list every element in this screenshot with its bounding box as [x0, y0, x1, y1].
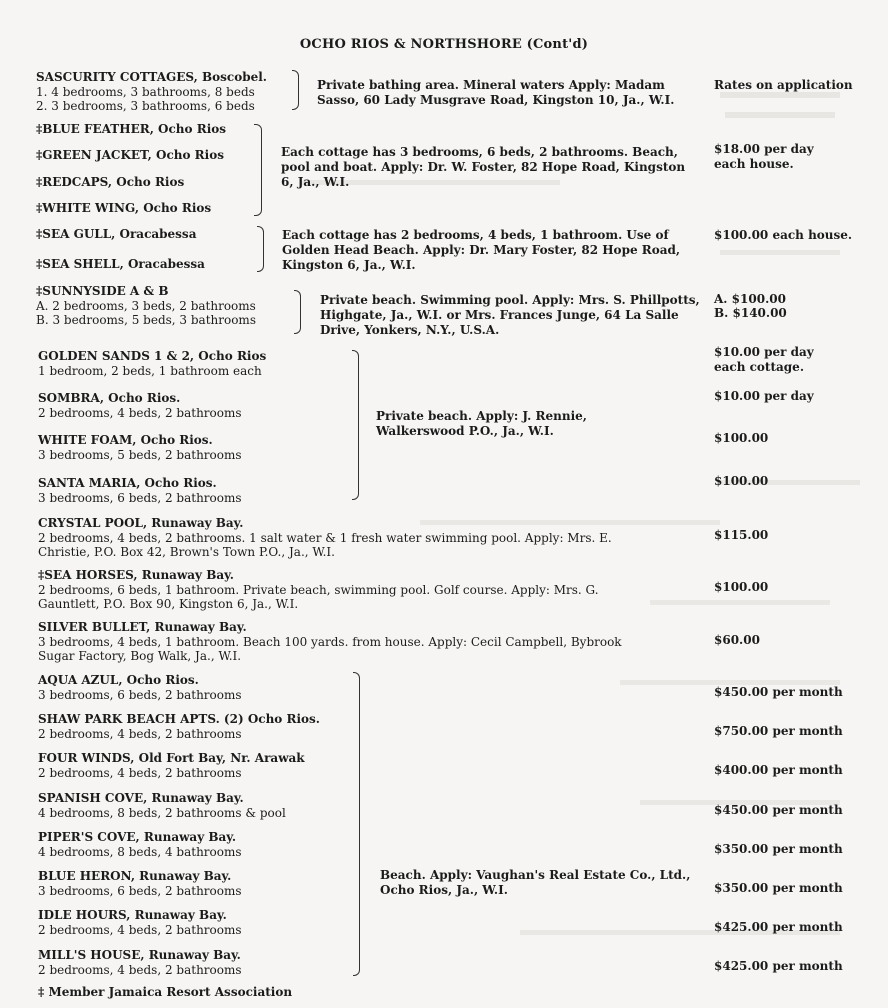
listing-detail: 2. 3 bedrooms, 3 bathrooms, 6 beds [36, 99, 255, 114]
listing-rate: B. $140.00 [714, 306, 787, 320]
listing-rate: $100.00 [714, 580, 769, 594]
listing-detail: 1 bedroom, 2 beds, 1 bathroom each [38, 363, 262, 378]
listing-sascurity [36, 70, 267, 114]
listing-golden-sands [38, 349, 266, 378]
listing-rate: Rates on application [714, 78, 853, 92]
group-bracket [292, 70, 299, 110]
listing-detail: 4 bedrooms, 8 beds, 2 bathrooms & pool [38, 805, 286, 820]
listing-detail: 3 bedrooms, 6 beds, 2 bathrooms [38, 490, 242, 505]
listing-silver-bullet [38, 620, 622, 664]
listing-detail: 3 bedrooms, 5 beds, 2 bathrooms [38, 447, 242, 462]
listing-sea-shell: ‡SEA SHELL, Oracabessa [36, 257, 205, 271]
listing-detail: 2 bedrooms, 4 beds, 2 bathrooms [38, 962, 242, 977]
group-bracket [257, 226, 264, 272]
listing-detail: 2 bedrooms, 4 beds, 2 bathrooms. 1 salt water & 1 fresh water swimming pool. Apply: Mrs. E. [38, 530, 612, 545]
listing-sombra [38, 391, 242, 420]
listing-rate: $18.00 per day [714, 142, 814, 156]
listing-mills-house [38, 948, 242, 977]
listing-rate: $60.00 [714, 633, 760, 647]
listing-name: ‡SEA HORSES, Runaway Bay. [38, 568, 234, 582]
listing-detail: 3 bedrooms, 6 beds, 2 bathrooms [38, 687, 242, 702]
listing-description: Beach. Apply: Vaughan's Real Estate Co., Ltd., Ocho Rios, Ja., W.I. [380, 868, 691, 897]
listing-rate: $450.00 per month [714, 685, 843, 699]
page-title: OCHO RIOS & NORTHSHORE (Cont'd) [299, 37, 589, 52]
listing-detail: A. 2 bedrooms, 3 beds, 2 bathrooms [36, 298, 256, 313]
listing-name: ‡SUNNYSIDE A & B [36, 284, 169, 298]
listing-sea-gull: ‡SEA GULL, Oracabessa [36, 227, 197, 241]
listing-description: Private beach. Swimming pool. Apply: Mrs. S. Phillpotts, Highgate, Ja., W.I. or Mrs. Frances Junge, 64 La Salle Drive, Yonkers, N.Y., U.S.A. [320, 293, 700, 337]
listing-name: SILVER BULLET, Runaway Bay. [38, 620, 247, 634]
listing-detail: 2 bedrooms, 4 beds, 2 bathrooms [38, 765, 242, 780]
listing-crystal-pool [38, 516, 612, 560]
listing-rate: $350.00 per month [714, 842, 843, 856]
listing-sea-horses [38, 568, 599, 612]
group-bracket [353, 672, 360, 976]
listing-rate: $115.00 [714, 528, 769, 542]
listing-rate: $450.00 per month [714, 803, 843, 817]
listing-rate: each cottage. [714, 360, 804, 374]
group-bracket [352, 350, 359, 500]
listing-name: FOUR WINDS, Old Fort Bay, Nr. Arawak [38, 751, 305, 765]
listing-white-wing: ‡WHITE WING, Ocho Rios [36, 201, 212, 215]
listing-name: SASCURITY COTTAGES, Boscobel. [36, 70, 267, 84]
listing-description: Private beach. Apply: J. Rennie, Walkerswood P.O., Ja., W.I. [376, 409, 587, 438]
listing-detail: Christie, P.O. Box 42, Brown's Town P.O., Ja., W.I. [38, 545, 335, 560]
listing-pipers-cove [38, 830, 242, 859]
listing-blue-heron [38, 869, 242, 898]
listing-name: CRYSTAL POOL, Runaway Bay. [38, 516, 244, 530]
listing-rate: $100.00 [714, 474, 769, 488]
group-bracket [254, 124, 262, 216]
listing-detail: 4 bedrooms, 8 beds, 4 bathrooms [38, 844, 242, 859]
listing-sunnyside [36, 284, 256, 328]
listing-rate: $100.00 [714, 431, 769, 445]
listing-rate: $400.00 per month [714, 763, 843, 777]
listing-rate: $750.00 per month [714, 724, 843, 738]
listing-spanish-cove [38, 791, 286, 820]
listing-rate: $10.00 per day [714, 345, 814, 359]
listing-shaw-park [38, 712, 320, 741]
listing-description: Each cottage has 3 bedrooms, 6 beds, 2 bathrooms. Beach, pool and boat. Apply: Dr. W. Foster, 82 Hope Road, Kingston 6, Ja., W.I. [281, 145, 686, 189]
listing-green-jacket: ‡GREEN JACKET, Ocho Rios [36, 148, 224, 162]
listing-detail: Sugar Factory, Bog Walk, Ja., W.I. [38, 649, 242, 664]
listing-name: PIPER'S COVE, Runaway Bay. [38, 830, 237, 844]
listing-blue-feather: ‡BLUE FEATHER, Ocho Rios [36, 122, 227, 136]
listing-rate: $10.00 per day [714, 389, 814, 403]
listing-name: SOMBRA, Ocho Rios. [38, 391, 181, 405]
listing-name: SHAW PARK BEACH APTS. (2) Ocho Rios. [38, 712, 320, 726]
listing-name: SPANISH COVE, Runaway Bay. [38, 791, 244, 805]
listing-white-foam [38, 433, 242, 462]
listing-aqua-azul [38, 673, 242, 702]
listing-detail: Gauntlett, P.O. Box 90, Kingston 6, Ja., W.I. [38, 597, 299, 612]
listing-detail: 3 bedrooms, 6 beds, 2 bathrooms [38, 883, 242, 898]
listing-rate: $100.00 each house. [714, 228, 853, 242]
listing-detail: 2 bedrooms, 4 beds, 2 bathrooms [38, 726, 242, 741]
listing-rate: $350.00 per month [714, 881, 843, 895]
listing-rate: $425.00 per month [714, 920, 843, 934]
listing-four-winds [38, 751, 305, 780]
listing-name: MILL'S HOUSE, Runaway Bay. [38, 948, 241, 962]
group-bracket [294, 290, 301, 334]
listing-detail: 1. 4 bedrooms, 3 bathrooms, 8 beds [36, 84, 255, 99]
listing-name: AQUA AZUL, Ocho Rios. [38, 673, 199, 687]
listing-redcaps: ‡REDCAPS, Ocho Rios [36, 175, 185, 189]
listing-idle-hours [38, 908, 242, 937]
listing-rate: A. $100.00 [714, 292, 786, 306]
listing-detail: 3 bedrooms, 4 beds, 1 bathroom. Beach 100 yards. from house. Apply: Cecil Campbell, Bybrook [38, 634, 622, 649]
listing-santa-maria [38, 476, 242, 505]
listing-name: IDLE HOURS, Runaway Bay. [38, 908, 227, 922]
footnote: ‡ Member Jamaica Resort Association [38, 985, 293, 999]
listing-rate: each house. [714, 157, 794, 171]
listing-detail: 2 bedrooms, 6 beds, 1 bathroom. Private beach, swimming pool. Golf course. Apply: Mrs. G. [38, 582, 599, 597]
listing-detail: 2 bedrooms, 4 beds, 2 bathrooms [38, 405, 242, 420]
listing-rate: $425.00 per month [714, 959, 843, 973]
listing-detail: 2 bedrooms, 4 beds, 2 bathrooms [38, 922, 242, 937]
listing-detail: B. 3 bedrooms, 5 beds, 3 bathrooms [36, 313, 256, 328]
listing-name: GOLDEN SANDS 1 & 2, Ocho Rios [38, 349, 267, 363]
listing-description: Each cottage has 2 bedrooms, 4 beds, 1 bathroom. Use of Golden Head Beach. Apply: Dr. Mary Foster, 82 Hope Road, Kingston 6, Ja., W.I. [282, 228, 681, 272]
listing-description: Private bathing area. Mineral waters Apply: Madam Sasso, 60 Lady Musgrave Road, Kingston 10, Ja., W.I. [317, 78, 675, 107]
listing-name: WHITE FOAM, Ocho Rios. [38, 433, 213, 447]
listing-name: SANTA MARIA, Ocho Rios. [38, 476, 217, 490]
listing-name: BLUE HERON, Runaway Bay. [38, 869, 232, 883]
